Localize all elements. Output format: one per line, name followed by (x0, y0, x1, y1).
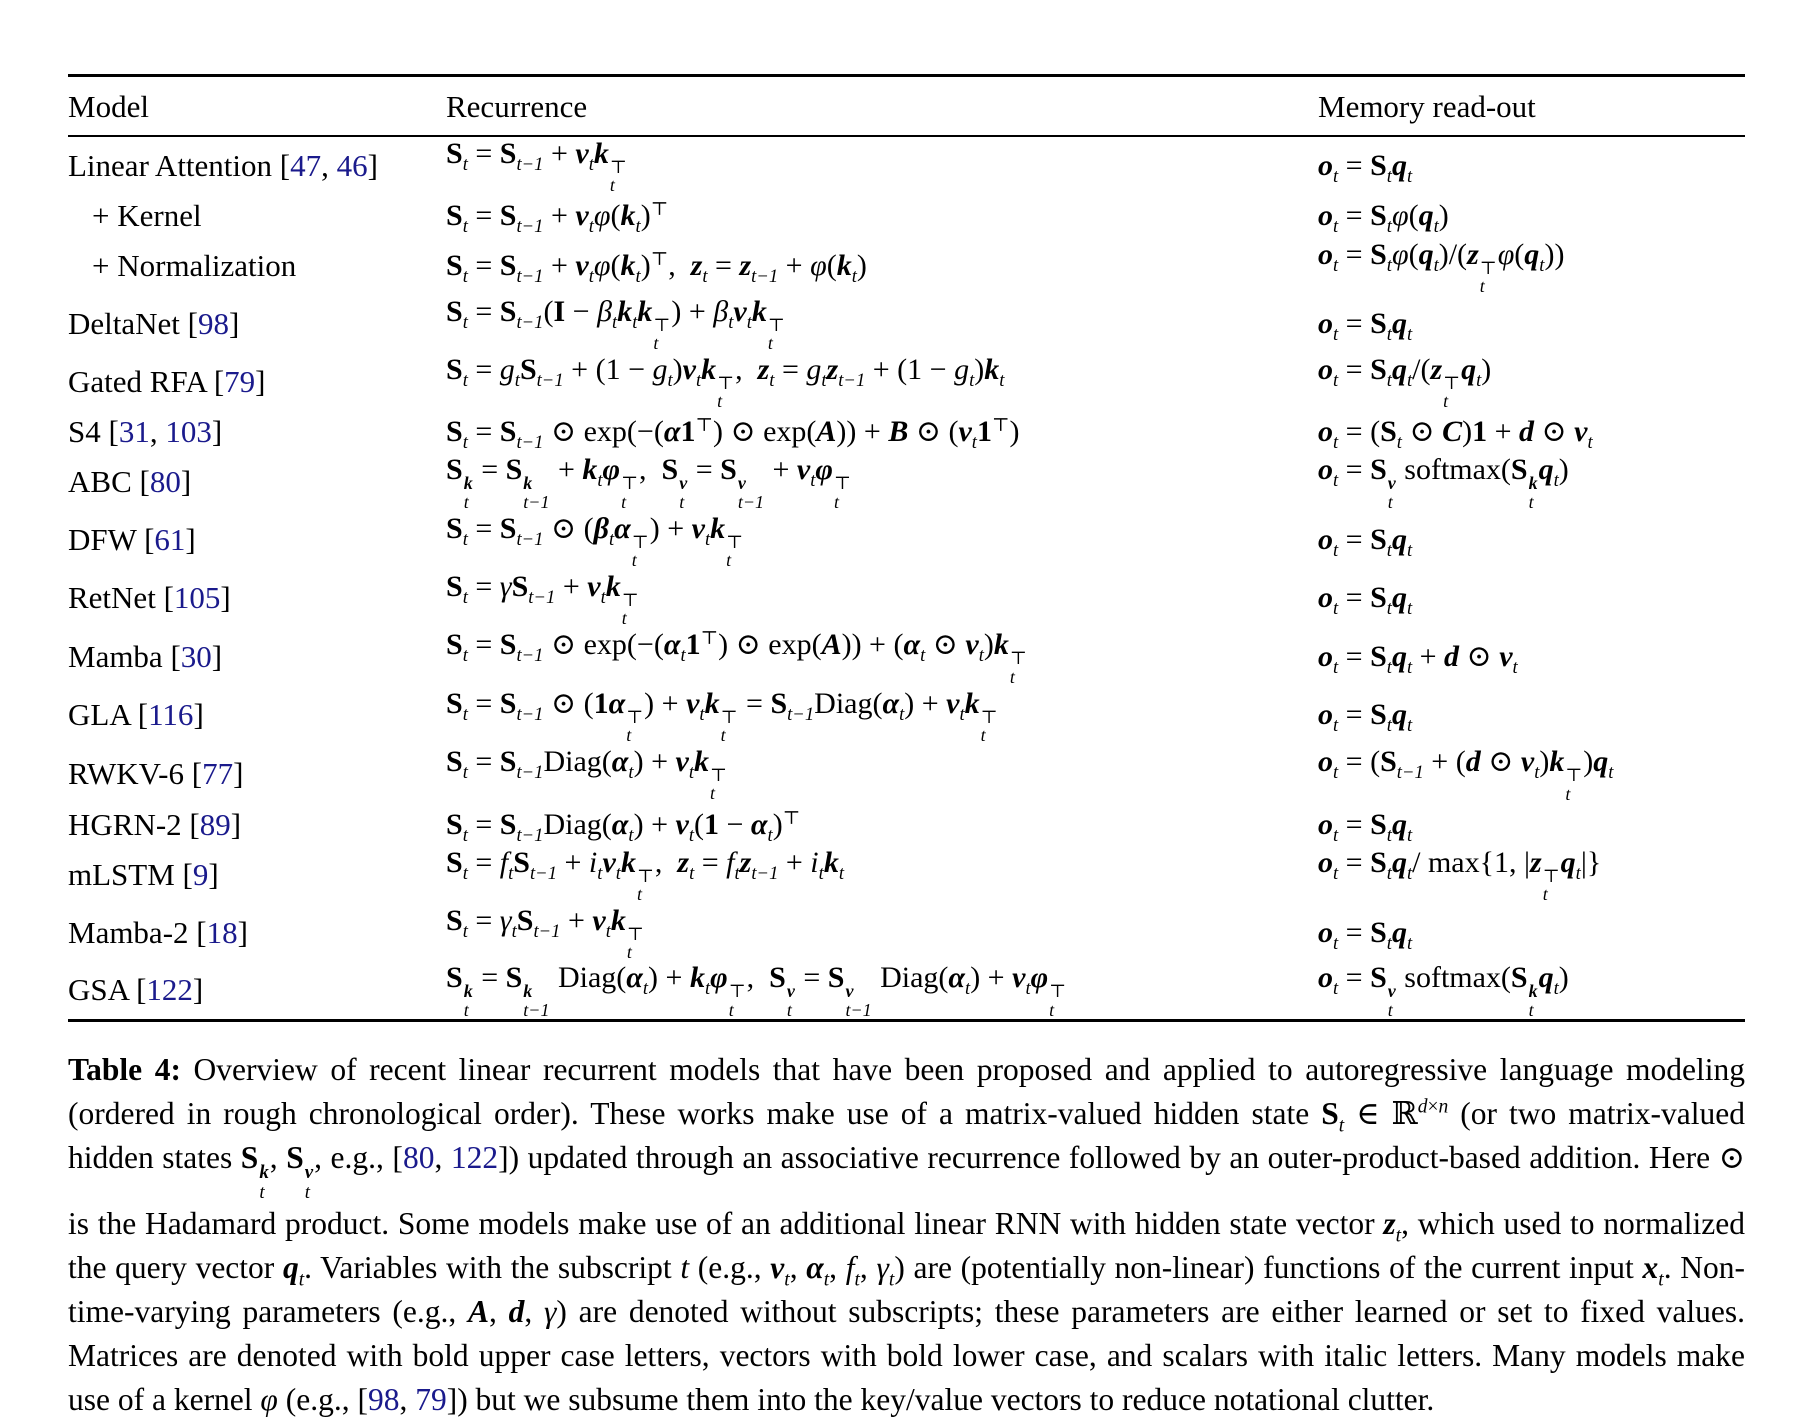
caption-text: Overview of recent linear recurrent models that have been proposed and applied to autoregressive language modeling (ordered in rough chronological order). These works make use of a matrix-valued hidden state $S_t$ ∈ ℝ$^{d\times n}$ (or two matrix-valued hidden states S k t , S v t , e.g., [80, 122]) updated through an associative recurrence followed by an outer-product-based addition. Here ⊙ is the Hadamard product. Some models make use of an additional linear RNN with hidden state vector $z_t$, which used to normalized the query vector $q_t$. Variables with the subscript t (e.g., $v_t$, $\alpha_t$, $f_t$, $\gamma_t$) are (potentially non-linear) functions of the current input $x_t$. Non-time-varying parameters (e.g., A, d, γ) are denoted without subscripts; these parameters are either learned or set to fixed values. Matrices are denoted with bold upper case letters, vectors with bold lower case, and scalars with italic letters. Many models make use of a kernel φ (e.g., [98, 79]) but we subsume them into the key/value vectors to reduce notational clutter. (68, 1051, 1746, 1417)
citation-link[interactable]: 61 (154, 522, 186, 558)
caption-label: Table 4: (68, 1051, 181, 1087)
table-row (68, 453, 1745, 511)
readout-formula: $o_t = S_tq_t/(z$ ⊤ t $q_t$) (1318, 352, 1492, 412)
column-header-recurrence: Recurrence (446, 89, 588, 124)
table-row (68, 803, 1745, 846)
table-row (68, 904, 1745, 962)
readout-formula: $o_t = S_tq_t$ (1318, 307, 1413, 346)
citation-link[interactable]: 105 (173, 580, 221, 616)
citation-link[interactable]: 89 (199, 806, 231, 842)
recurrence-formula: $S_t = S_{t-1}$ ⊙ (1α ⊤ t ) + $v_tk$ ⊤ t = $S_{t-1}Diag(\alpha_t) + v_tk$ ⊤ t (446, 686, 998, 746)
model-cell: Mamba [30] (68, 638, 223, 674)
table-row (68, 570, 1745, 628)
table-row (68, 410, 1745, 453)
readout-formula: $o_t = S_tq_t$ (1318, 698, 1413, 737)
recurrence-formula: $S_t = S_{t-1}$ ⊙ exp(−(α1⊤) ⊙ exp(A)) + B ⊙ $(v_t1^⊤)$ (446, 415, 1020, 454)
citation-link[interactable]: 79 (415, 1381, 447, 1417)
citation-link[interactable]: 116 (148, 697, 194, 733)
readout-formula: $o_t = S_tq_t + d$ ⊙ $v_t$ (1318, 640, 1518, 679)
model-cell: + Kernel (92, 198, 202, 234)
citation-link[interactable]: 103 (165, 413, 212, 449)
citation-link[interactable]: 77 (202, 755, 234, 791)
recurrence-formula: $S_t = \gamma S_{t-1} + v_tk$ ⊤ t (446, 569, 639, 628)
column-header-memory-readout: Memory read-out (1318, 89, 1536, 124)
recurrence-formula: $S_t = \gamma_tS_{t-1} + v_tk$ ⊤ t (446, 903, 644, 962)
citation-link[interactable]: 98 (197, 306, 229, 342)
readout-formula: $o_t = S_tq_t$ (1318, 148, 1413, 187)
recurrence-formula: $S_t = g_tS_{t-1} + (1 - g_t)v_tk$ ⊤ t , $z_t = g_tz_{t-1} + (1 - g_t)k_t$ (446, 352, 1005, 412)
readout-formula: $o_t = S$ v t softmax(S k t $q_t$) (1318, 961, 1569, 1020)
readout-formula: $o_t = S_tq_t$ (1318, 581, 1413, 620)
table-row (68, 195, 1745, 238)
citation-link[interactable]: 30 (180, 638, 212, 674)
table-row (68, 295, 1745, 353)
paper-page (68, 0, 1745, 1422)
citation-link[interactable]: 47 (290, 147, 322, 183)
recurrence-formula: $S_t = S_{t-1}$ ⊙ $\exp(-(\alpha_t1^⊤)$ ⊙ $\exp(A)) + (\alpha_t$ ⊙ $v_t)k$ ⊤ t (446, 628, 1027, 687)
readout-formula: $o_t = (S_t$ ⊙ C)1 + d ⊙ $v_t$ (1318, 415, 1593, 454)
citation-link[interactable]: 79 (224, 363, 256, 399)
recurrence-formula: $S_t = S_{t-1} + v_t\varphi(k_t)^⊤$, $z_t = z_{t-1} + \varphi(k_t)$ (446, 249, 867, 288)
citation-link[interactable]: 46 (336, 147, 368, 183)
header-row (68, 76, 1745, 137)
readout-formula: $o_t = (S_{t-1} + (d$ ⊙ $v_t)k$ ⊤ t )$q_t$ (1318, 745, 1614, 804)
column-header-model: Model (68, 89, 149, 124)
model-cell: HGRN-2 [89] (68, 806, 242, 842)
table-row (68, 511, 1745, 570)
readout-formula: $o_t = S_tq_t$ (1318, 915, 1413, 954)
readout-formula: $o_t = S_tq_t$ (1318, 807, 1413, 846)
model-cell: + Normalization (92, 248, 297, 284)
model-cell: Linear Attention [47, 46] (68, 147, 378, 183)
model-cell: mLSTM [9] (68, 856, 219, 892)
citation-link[interactable]: 9 (192, 856, 209, 892)
model-cell: Gated RFA [79] (68, 363, 266, 399)
recurrence-formula: $S_t = f_tS_{t-1} + i_tv_tk$ ⊤ t , $z_t = f_tz_{t-1} + i_tk_t$ (446, 846, 844, 905)
model-cell: S4 [31, 103] (68, 413, 223, 449)
recurrence-formula: $S_t = S_{t-1}(I - \beta_tk_tk$ ⊤ t ) + $\beta_tv_tk$ ⊤ t (446, 295, 785, 354)
table-row (68, 846, 1745, 904)
table-row (68, 961, 1745, 1020)
model-cell: Mamba-2 [18] (68, 914, 248, 950)
models-table (68, 74, 1745, 1022)
recurrence-formula: $S_t$ = $S_{t-1}Diag(\alpha_t) + v_t(1 - \alpha_t)^⊤$ (446, 807, 801, 846)
table-caption (68, 1048, 1745, 1422)
readout-formula: $o_t = S_tq_t$ (1318, 523, 1413, 562)
recurrence-formula: S k t = S k t−1 $Diag(\alpha_t) + k_t\varphi$ ⊤ t , S v t = S v t−1 $Diag(\alpha_t) + v_t\varphi$ ⊤ t (446, 961, 1067, 1020)
readout-formula: $o_t = S_t\varphi(q_t)/(z$ ⊤ t $\varphi(q_t)$) (1318, 237, 1565, 296)
model-cell: DeltaNet [98] (68, 306, 240, 342)
recurrence-formula: $S_t$ = $S_{t-1}Diag(\alpha_t) + v_tk$ ⊤ t (446, 744, 727, 804)
table-row (68, 686, 1745, 745)
model-cell: GLA [116] (68, 697, 204, 733)
table-row (68, 238, 1745, 296)
readout-formula: $o_t = S_t\varphi(q_t)$ (1318, 199, 1449, 238)
citation-link[interactable]: 122 (450, 1139, 499, 1175)
recurrence-formula: $S_t = S_{t-1}$ ⊙ ($\beta_t\alpha$ ⊤ t ) + $v_tk$ ⊤ t (446, 512, 744, 571)
model-cell: RWKV-6 [77] (68, 755, 244, 791)
citation-link[interactable]: 98 (367, 1381, 400, 1417)
table-row (68, 627, 1745, 686)
table-body (68, 136, 1745, 1020)
recurrence-formula: $S_t = S_{t-1} + v_t\varphi(k_t)^⊤$ (446, 198, 669, 238)
readout-formula: $o_t = S_tq_t/$ max{1, |z ⊤ t $q_t|$} (1318, 846, 1602, 905)
model-cell: RetNet [105] (68, 580, 231, 616)
model-cell: GSA [122] (68, 972, 204, 1008)
table-row (68, 353, 1745, 411)
model-cell: DFW [61] (68, 522, 196, 558)
readout-formula: $o_t = S$ v t softmax(S k t $q_t$) (1318, 453, 1569, 512)
citation-link[interactable]: 122 (146, 972, 193, 1008)
recurrence-formula: S k t = S k t−1 + $k_t\varphi$ ⊤ t , S v t = S v t−1 + $v_t\varphi$ ⊤ t (446, 453, 851, 512)
table-row (68, 136, 1745, 195)
model-cell: ABC [80] (68, 464, 192, 500)
citation-link[interactable]: 18 (206, 914, 238, 950)
citation-link[interactable]: 80 (149, 464, 181, 500)
citation-link[interactable]: 31 (118, 413, 150, 449)
table-row (68, 744, 1745, 803)
recurrence-formula: $S_t = S_{t-1} + v_tk$ ⊤ t (446, 137, 627, 196)
citation-link[interactable]: 80 (402, 1139, 435, 1175)
